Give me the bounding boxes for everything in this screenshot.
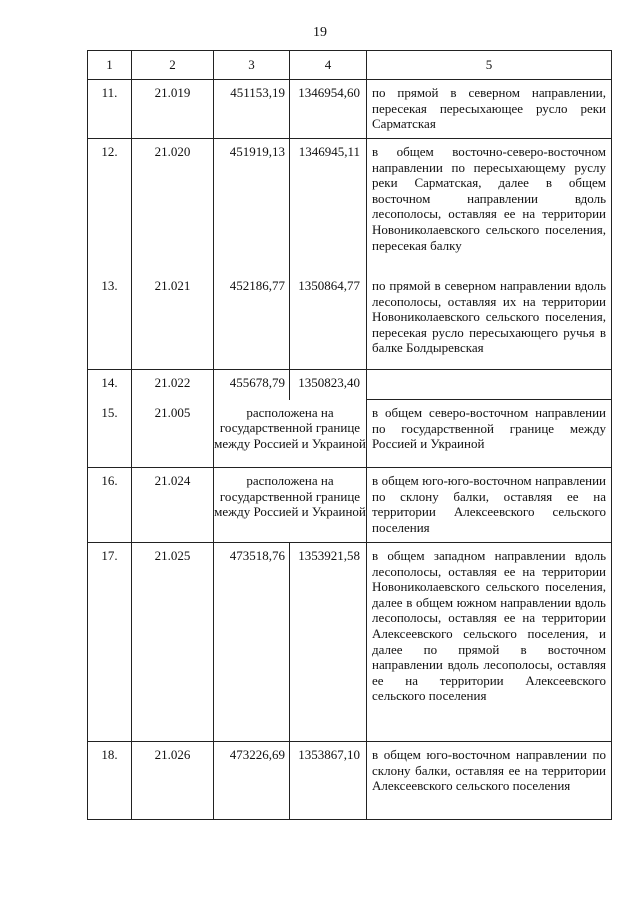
boundary-description: по прямой в северном направлении вдоль лесополосы, оставляя их на территории Новониколаевского сельского поселения, пересекая русло пересыхающего ручья в балке Болдыревская [367,274,612,370]
boundary-description [367,370,612,400]
point-location-note: расположена на государственной границе между Россией и Украиной [214,400,367,468]
point-location-note: расположена на государственной границе между Россией и Украиной [214,468,367,543]
point-code: 21.025 [132,543,214,742]
row-number: 14. [88,370,132,400]
row-number: 18. [88,742,132,820]
column-header-3: 3 [214,51,290,80]
table-row [88,139,612,275]
column-header-1: 1 [88,51,132,80]
coordinate-x: 452186,77 [214,274,290,370]
table-header-row [88,51,612,80]
coordinate-y: 1350823,40 [290,370,367,400]
boundary-description: в общем юго-восточном направлении по склону балки, оставляя ее на территории Алексеевского сельского поселения [367,742,612,820]
coordinate-x: 455678,79 [214,370,290,400]
point-code: 21.022 [132,370,214,400]
table-row [88,400,612,468]
column-header-5: 5 [367,51,612,80]
point-code: 21.024 [132,468,214,543]
coordinate-x: 451153,19 [214,80,290,139]
coordinate-x: 473226,69 [214,742,290,820]
boundary-description: в общем западном направлении вдоль лесополосы, оставляя ее на территории Новониколаевского сельского поселения, далее в общем южном направлении вдоль лесополосы, оставляя ее на территории Алексеевского сельского поселения, и далее по прямой в восточном направлении вдоль лесополосы, оставляя ее на территории Алексеевского сельского поселения [367,543,612,742]
page-number: 19 [313,25,327,40]
boundary-description: в общем восточно-северо-восточном направлении по пересыхающему руслу реки Сарматская, далее в общем восточном направлении вдоль лесополосы, оставляя ее на территории Новониколаевского сельского поселения, пересекая балку [367,139,612,275]
table-row [88,468,612,543]
row-number: 11. [88,80,132,139]
table-row [88,80,612,139]
coordinate-y: 1350864,77 [290,274,367,370]
table-row [88,742,612,820]
coordinate-y: 1346945,11 [290,139,367,275]
point-code: 21.021 [132,274,214,370]
coordinate-x: 451919,13 [214,139,290,275]
row-number: 15. [88,400,132,468]
boundary-description: по прямой в северном направлении, пересекая пересыхающее русло реки Сарматская [367,80,612,139]
coordinate-y: 1353921,58 [290,543,367,742]
table-row [88,370,612,400]
coordinate-y: 1346954,60 [290,80,367,139]
row-number: 12. [88,139,132,275]
point-code: 21.026 [132,742,214,820]
column-header-2: 2 [132,51,214,80]
coordinate-x: 473518,76 [214,543,290,742]
row-number: 17. [88,543,132,742]
row-number: 16. [88,468,132,543]
point-code: 21.019 [132,80,214,139]
boundary-points-table [87,50,612,820]
coordinate-y: 1353867,10 [290,742,367,820]
boundary-description: в общем северо-восточном направлении по государственной границе между Россией и Украиной [367,400,612,468]
point-code: 21.005 [132,400,214,468]
boundary-description: в общем юго-юго-восточном направлении по склону балки, оставляя ее на территории Алексеевского сельского поселения [367,468,612,543]
table-row [88,274,612,370]
point-code: 21.020 [132,139,214,275]
table-row [88,543,612,742]
column-header-4: 4 [290,51,367,80]
row-number: 13. [88,274,132,370]
